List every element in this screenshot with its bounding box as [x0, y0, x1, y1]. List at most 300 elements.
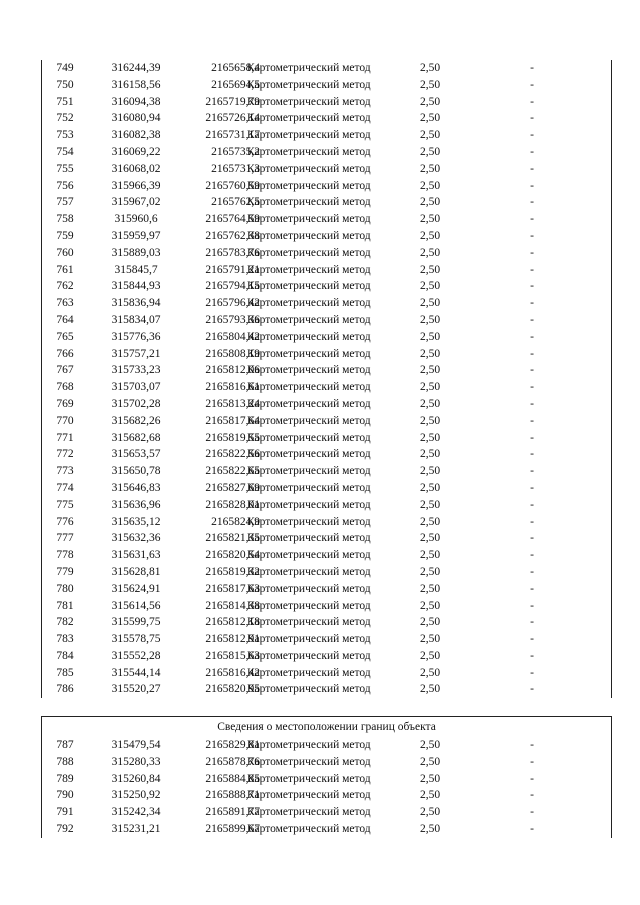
table-row: [42, 547, 611, 564]
description-cell: -: [530, 465, 534, 478]
coord-y-cell: 2165824,9: [211, 515, 260, 528]
coord-x-cell: 315250,92: [111, 789, 161, 802]
table-row: [42, 194, 611, 211]
point-number-cell: 786: [56, 683, 74, 696]
coord-x-cell: 315242,34: [111, 806, 161, 819]
description-cell: -: [530, 263, 534, 276]
coord-x-cell: 316094,38: [111, 95, 161, 108]
method-cell: Картометрический метод: [247, 62, 371, 74]
point-number-cell: 778: [56, 549, 74, 562]
table-row: [42, 144, 611, 161]
point-number-cell: 780: [56, 582, 74, 595]
method-cell: Картометрический метод: [247, 465, 371, 478]
point-number-cell: 779: [56, 565, 74, 578]
accuracy-cell: 2,50: [419, 465, 441, 478]
coord-x-cell: 315834,07: [111, 313, 161, 326]
method-cell: Картометрический метод: [247, 448, 371, 461]
method-cell: Картометрический метод: [247, 822, 371, 835]
table-row: [42, 514, 611, 531]
accuracy-cell: 2,50: [419, 263, 441, 276]
coord-x-cell: 315960,6: [114, 213, 158, 226]
point-number-cell: 757: [56, 196, 74, 209]
coord-y-cell: 2165821,35: [205, 532, 260, 545]
accuracy-cell: 2,50: [419, 822, 441, 835]
coord-x-cell: 316244,39: [111, 62, 161, 74]
description-cell: -: [530, 313, 534, 326]
method-cell: Картометрический метод: [247, 414, 371, 427]
method-cell: Картометрический метод: [247, 789, 371, 802]
accuracy-cell: 2,50: [419, 78, 441, 91]
description-cell: -: [530, 330, 534, 343]
method-cell: Картометрический метод: [247, 196, 371, 209]
table-row: [42, 463, 611, 480]
method-cell: Картометрический метод: [247, 481, 371, 494]
accuracy-cell: 2,50: [419, 772, 441, 785]
coord-y-cell: 2165820,54: [205, 549, 260, 562]
table-row: [42, 771, 611, 788]
description-cell: -: [530, 162, 534, 175]
point-number-cell: 749: [56, 62, 74, 74]
accuracy-cell: 2,50: [419, 755, 441, 768]
description-cell: -: [530, 364, 534, 377]
point-number-cell: 781: [56, 599, 74, 612]
point-number-cell: 768: [56, 381, 74, 394]
coord-x-cell: 315635,12: [111, 515, 161, 528]
coord-y-cell: 2165804,42: [205, 330, 260, 343]
method-cell: Картометрический метод: [247, 649, 371, 662]
method-cell: Картометрический метод: [247, 397, 371, 410]
point-number-cell: 783: [56, 633, 74, 646]
point-number-cell: 762: [56, 280, 74, 293]
coord-y-cell: 2165762,5: [211, 196, 260, 209]
table-row: [42, 161, 611, 178]
method-cell: Картометрический метод: [247, 755, 371, 768]
point-number-cell: 776: [56, 515, 74, 528]
description-cell: -: [530, 549, 534, 562]
description-cell: -: [530, 599, 534, 612]
coord-x-cell: 315703,07: [111, 381, 161, 394]
coord-y-cell: 2165791,21: [205, 263, 260, 276]
method-cell: Картометрический метод: [247, 280, 371, 293]
accuracy-cell: 2,50: [419, 806, 441, 819]
coord-y-cell: 2165817,63: [205, 582, 260, 595]
coord-x-cell: 315231,21: [111, 822, 161, 835]
coord-x-cell: 315682,26: [111, 414, 161, 427]
method-cell: Картометрический метод: [247, 498, 371, 511]
accuracy-cell: 2,50: [419, 213, 441, 226]
table-row: [42, 754, 611, 771]
description-cell: -: [530, 532, 534, 545]
description-cell: -: [530, 565, 534, 578]
point-number-cell: 765: [56, 330, 74, 343]
method-cell: Картометрический метод: [247, 806, 371, 819]
table-row: [42, 362, 611, 379]
point-number-cell: 758: [56, 213, 74, 226]
description-cell: -: [530, 755, 534, 768]
coord-x-cell: 315844,93: [111, 280, 161, 293]
accuracy-cell: 2,50: [419, 62, 441, 74]
accuracy-cell: 2,50: [419, 532, 441, 545]
table-row: [42, 413, 611, 430]
method-cell: Картометрический метод: [247, 297, 371, 310]
coord-x-cell: 315520,27: [111, 683, 161, 696]
method-cell: Картометрический метод: [247, 772, 371, 785]
section-title: Сведения о местоположении границ объекта: [217, 721, 436, 733]
accuracy-cell: 2,50: [419, 347, 441, 360]
coord-x-cell: 315280,33: [111, 755, 161, 768]
accuracy-cell: 2,50: [419, 229, 441, 242]
method-cell: Картометрический метод: [247, 666, 371, 679]
accuracy-cell: 2,50: [419, 633, 441, 646]
coord-x-cell: 315889,03: [111, 246, 161, 259]
coord-x-cell: 316082,38: [111, 129, 161, 142]
point-number-cell: 772: [56, 448, 74, 461]
coord-x-cell: 315653,57: [111, 448, 161, 461]
coord-x-cell: 315757,21: [111, 347, 161, 360]
point-number-cell: 782: [56, 616, 74, 629]
coord-x-cell: 315624,91: [111, 582, 161, 595]
coord-x-cell: 315967,02: [111, 196, 161, 209]
coord-y-cell: 2165816,61: [205, 381, 260, 394]
coord-x-cell: 315845,7: [114, 263, 158, 276]
coord-x-cell: 316158,56: [111, 78, 161, 91]
point-number-cell: 756: [56, 179, 74, 192]
accuracy-cell: 2,50: [419, 498, 441, 511]
accuracy-cell: 2,50: [419, 683, 441, 696]
point-number-cell: 771: [56, 431, 74, 444]
point-number-cell: 775: [56, 498, 74, 511]
table-row: [42, 530, 611, 547]
point-number-cell: 754: [56, 145, 74, 158]
method-cell: Картометрический метод: [247, 162, 371, 175]
accuracy-cell: 2,50: [419, 145, 441, 158]
coord-y-cell: 2165783,76: [205, 246, 260, 259]
method-cell: Картометрический метод: [247, 431, 371, 444]
accuracy-cell: 2,50: [419, 112, 441, 125]
coord-y-cell: 2165731,3: [211, 162, 260, 175]
method-cell: Картометрический метод: [247, 683, 371, 696]
method-cell: Картометрический метод: [247, 313, 371, 326]
accuracy-cell: 2,50: [419, 582, 441, 595]
coord-y-cell: 2165822,65: [205, 465, 260, 478]
coord-x-cell: 315966,39: [111, 179, 161, 192]
table-row: [42, 60, 611, 77]
point-number-cell: 777: [56, 532, 74, 545]
point-number-cell: 788: [56, 755, 74, 768]
point-number-cell: 752: [56, 112, 74, 125]
description-cell: -: [530, 498, 534, 511]
description-cell: -: [530, 297, 534, 310]
coord-y-cell: 2165735,2: [211, 145, 260, 158]
table-row: [42, 804, 611, 821]
point-number-cell: 769: [56, 397, 74, 410]
table-row: [42, 295, 611, 312]
method-cell: Картометрический метод: [247, 599, 371, 612]
point-number-cell: 751: [56, 95, 74, 108]
description-cell: -: [530, 213, 534, 226]
accuracy-cell: 2,50: [419, 599, 441, 612]
method-cell: Картометрический метод: [247, 347, 371, 360]
coord-x-cell: 315836,94: [111, 297, 161, 310]
coord-x-cell: 315682,68: [111, 431, 161, 444]
table-row: [42, 228, 611, 245]
description-cell: -: [530, 62, 534, 74]
coord-y-cell: 2165888,71: [205, 789, 260, 802]
method-cell: Картометрический метод: [247, 616, 371, 629]
accuracy-cell: 2,50: [419, 297, 441, 310]
accuracy-cell: 2,50: [419, 481, 441, 494]
description-cell: -: [530, 448, 534, 461]
description-cell: -: [530, 515, 534, 528]
table-row: [42, 262, 611, 279]
coord-y-cell: 2165796,42: [205, 297, 260, 310]
table-row: [42, 77, 611, 94]
description-cell: -: [530, 789, 534, 802]
accuracy-cell: 2,50: [419, 515, 441, 528]
accuracy-cell: 2,50: [419, 381, 441, 394]
coord-x-cell: 315479,54: [111, 739, 161, 751]
coord-y-cell: 2165812,18: [205, 616, 260, 629]
table-row: [42, 312, 611, 329]
table-row: [42, 430, 611, 447]
coord-y-cell: 2165817,64: [205, 414, 260, 427]
accuracy-cell: 2,50: [419, 739, 441, 751]
point-number-cell: 785: [56, 666, 74, 679]
accuracy-cell: 2,50: [419, 789, 441, 802]
table-row: [42, 127, 611, 144]
coord-y-cell: 2165878,76: [205, 755, 260, 768]
accuracy-cell: 2,50: [419, 616, 441, 629]
accuracy-cell: 2,50: [419, 397, 441, 410]
table-row: [42, 94, 611, 111]
coord-y-cell: 2165819,55: [205, 431, 260, 444]
coord-y-cell: 2165694,5: [211, 78, 260, 91]
coord-y-cell: 2165726,14: [205, 112, 260, 125]
table-row: [42, 396, 611, 413]
description-cell: -: [530, 806, 534, 819]
coord-x-cell: 315599,75: [111, 616, 161, 629]
coord-y-cell: 2165820,95: [205, 683, 260, 696]
coordinates-table-2: [41, 716, 612, 838]
description-cell: -: [530, 649, 534, 662]
description-cell: -: [530, 739, 534, 751]
coord-x-cell: 315632,36: [111, 532, 161, 545]
table-row: [42, 245, 611, 262]
method-cell: Картометрический метод: [247, 263, 371, 276]
description-cell: -: [530, 666, 534, 679]
method-cell: Картометрический метод: [247, 179, 371, 192]
table-row: [42, 211, 611, 228]
description-cell: -: [530, 633, 534, 646]
point-number-cell: 792: [56, 822, 74, 835]
coord-y-cell: 2165884,85: [205, 772, 260, 785]
coord-x-cell: 315544,14: [111, 666, 161, 679]
table-row: [42, 329, 611, 346]
method-cell: Картометрический метод: [247, 739, 371, 751]
description-cell: -: [530, 431, 534, 444]
point-number-cell: 774: [56, 481, 74, 494]
table-row: [42, 681, 611, 698]
accuracy-cell: 2,50: [419, 414, 441, 427]
point-number-cell: 753: [56, 129, 74, 142]
point-number-cell: 763: [56, 297, 74, 310]
coord-x-cell: 315552,28: [111, 649, 161, 662]
method-cell: Картометрический метод: [247, 330, 371, 343]
table-row: [42, 631, 611, 648]
coord-y-cell: 2165793,36: [205, 313, 260, 326]
coord-y-cell: 2165731,17: [205, 129, 260, 142]
coord-y-cell: 2165828,01: [205, 498, 260, 511]
accuracy-cell: 2,50: [419, 666, 441, 679]
method-cell: Картометрический метод: [247, 549, 371, 562]
coord-y-cell: 2165813,24: [205, 397, 260, 410]
accuracy-cell: 2,50: [419, 565, 441, 578]
description-cell: -: [530, 179, 534, 192]
description-cell: -: [530, 112, 534, 125]
table-row: [42, 648, 611, 665]
accuracy-cell: 2,50: [419, 313, 441, 326]
point-number-cell: 766: [56, 347, 74, 360]
point-number-cell: 750: [56, 78, 74, 91]
description-cell: -: [530, 129, 534, 142]
description-cell: -: [530, 381, 534, 394]
coord-y-cell: 2165814,38: [205, 599, 260, 612]
coord-y-cell: 2165794,15: [205, 280, 260, 293]
accuracy-cell: 2,50: [419, 431, 441, 444]
coord-y-cell: 2165658,4: [211, 62, 260, 74]
coord-x-cell: 316069,22: [111, 145, 161, 158]
table-row: [42, 278, 611, 295]
method-cell: Картометрический метод: [247, 129, 371, 142]
method-cell: Картометрический метод: [247, 582, 371, 595]
coord-y-cell: 2165815,63: [205, 649, 260, 662]
point-number-cell: 755: [56, 162, 74, 175]
coord-y-cell: 2165827,69: [205, 481, 260, 494]
point-number-cell: 773: [56, 465, 74, 478]
table-row: [42, 614, 611, 631]
accuracy-cell: 2,50: [419, 280, 441, 293]
description-cell: -: [530, 772, 534, 785]
point-number-cell: 791: [56, 806, 74, 819]
point-number-cell: 759: [56, 229, 74, 242]
description-cell: -: [530, 95, 534, 108]
point-number-cell: 761: [56, 263, 74, 276]
description-cell: -: [530, 683, 534, 696]
coord-x-cell: 315776,36: [111, 330, 161, 343]
coord-y-cell: 2165812,91: [205, 633, 260, 646]
method-cell: Картометрический метод: [247, 112, 371, 125]
coord-y-cell: 2165822,56: [205, 448, 260, 461]
coord-x-cell: 316080,94: [111, 112, 161, 125]
description-cell: -: [530, 481, 534, 494]
description-cell: -: [530, 414, 534, 427]
coord-y-cell: 2165762,38: [205, 229, 260, 242]
description-cell: -: [530, 582, 534, 595]
accuracy-cell: 2,50: [419, 330, 441, 343]
method-cell: Картометрический метод: [247, 381, 371, 394]
method-cell: Картометрический метод: [247, 95, 371, 108]
method-cell: Картометрический метод: [247, 515, 371, 528]
description-cell: -: [530, 229, 534, 242]
method-cell: Картометрический метод: [247, 213, 371, 226]
coord-x-cell: 315578,75: [111, 633, 161, 646]
coord-x-cell: 315636,96: [111, 498, 161, 511]
accuracy-cell: 2,50: [419, 95, 441, 108]
coord-y-cell: 2165719,79: [205, 95, 260, 108]
point-number-cell: 764: [56, 313, 74, 326]
description-cell: -: [530, 196, 534, 209]
table-row: [42, 581, 611, 598]
accuracy-cell: 2,50: [419, 549, 441, 562]
coord-y-cell: 2165812,06: [205, 364, 260, 377]
method-cell: Картометрический метод: [247, 145, 371, 158]
accuracy-cell: 2,50: [419, 364, 441, 377]
point-number-cell: 784: [56, 649, 74, 662]
description-cell: -: [530, 822, 534, 835]
table-row: [42, 379, 611, 396]
coord-y-cell: 2165764,59: [205, 213, 260, 226]
method-cell: Картометрический метод: [247, 246, 371, 259]
accuracy-cell: 2,50: [419, 179, 441, 192]
coord-y-cell: 2165899,67: [205, 822, 260, 835]
description-cell: -: [530, 397, 534, 410]
table-row: [42, 178, 611, 195]
point-number-cell: 770: [56, 414, 74, 427]
table-row: [42, 665, 611, 682]
table-row: [42, 110, 611, 127]
description-cell: -: [530, 145, 534, 158]
method-cell: Картометрический метод: [247, 229, 371, 242]
coord-y-cell: 2165891,77: [205, 806, 260, 819]
coordinates-table-1: [41, 60, 612, 698]
description-cell: -: [530, 78, 534, 91]
coord-x-cell: 315260,84: [111, 772, 161, 785]
accuracy-cell: 2,50: [419, 129, 441, 142]
coord-x-cell: 315733,23: [111, 364, 161, 377]
method-cell: Картометрический метод: [247, 364, 371, 377]
point-number-cell: 760: [56, 246, 74, 259]
accuracy-cell: 2,50: [419, 162, 441, 175]
table-row: [42, 497, 611, 514]
description-cell: -: [530, 616, 534, 629]
point-number-cell: 790: [56, 789, 74, 802]
coord-y-cell: 2165829,81: [205, 739, 260, 751]
method-cell: Картометрический метод: [247, 532, 371, 545]
coord-x-cell: 315959,97: [111, 229, 161, 242]
description-cell: -: [530, 280, 534, 293]
coord-x-cell: 315631,63: [111, 549, 161, 562]
table-row: [42, 737, 611, 754]
table-row: [42, 446, 611, 463]
point-number-cell: 787: [56, 739, 74, 751]
coord-y-cell: 2165816,42: [205, 666, 260, 679]
accuracy-cell: 2,50: [419, 196, 441, 209]
coord-y-cell: 2165819,32: [205, 565, 260, 578]
accuracy-cell: 2,50: [419, 448, 441, 461]
coord-y-cell: 2165808,19: [205, 347, 260, 360]
coord-x-cell: 316068,02: [111, 162, 161, 175]
table-row: [42, 346, 611, 363]
table-row: [42, 564, 611, 581]
table-row: [42, 598, 611, 615]
table-row: [42, 787, 611, 804]
description-cell: -: [530, 347, 534, 360]
method-cell: Картометрический метод: [247, 78, 371, 91]
coord-x-cell: 315614,56: [111, 599, 161, 612]
table-row: [42, 821, 611, 838]
coord-x-cell: 315646,83: [111, 481, 161, 494]
accuracy-cell: 2,50: [419, 246, 441, 259]
